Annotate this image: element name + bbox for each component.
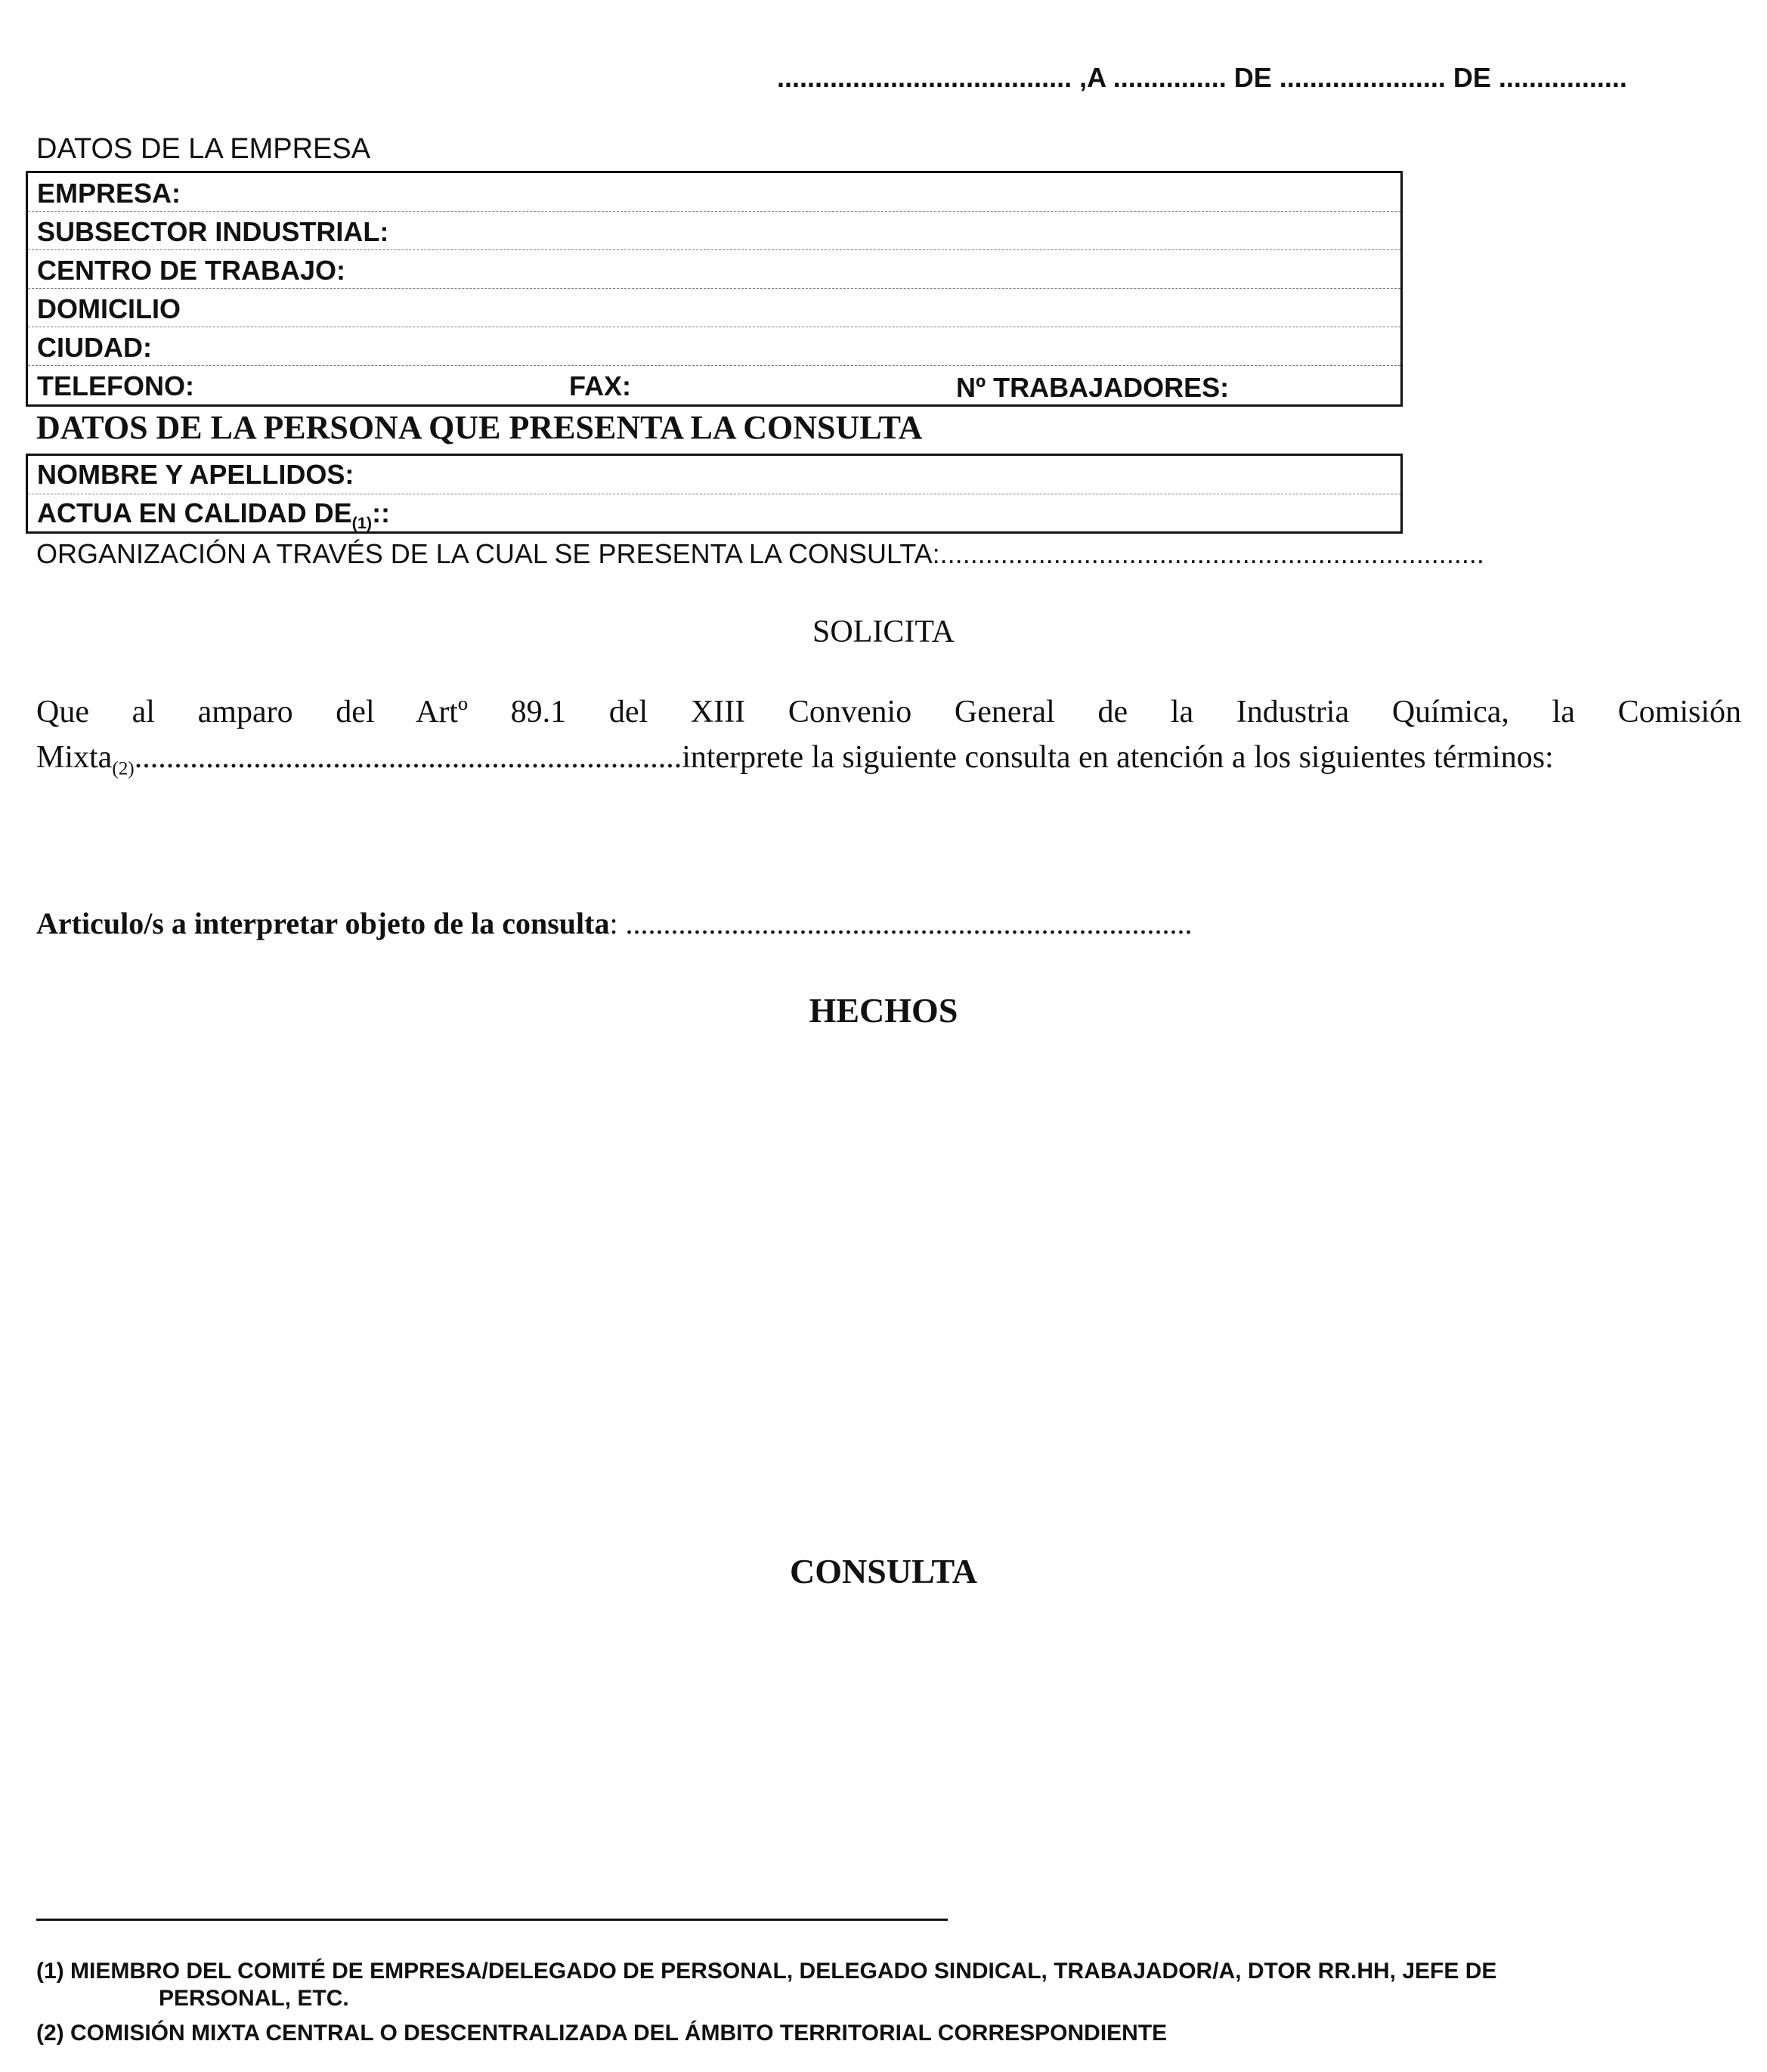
footnote-divider bbox=[36, 1919, 948, 1921]
domicilio-row[interactable] bbox=[28, 289, 1400, 327]
hechos-heading: HECHOS bbox=[809, 991, 958, 1030]
persona-section-heading: DATOS DE LA PERSONA QUE PRESENTA LA CONSULTA bbox=[36, 409, 923, 446]
empresa-data-box bbox=[26, 171, 1403, 407]
articulo-line bbox=[36, 906, 1193, 941]
centro-trabajo-row[interactable] bbox=[28, 250, 1400, 289]
solicita-heading: SOLICITA bbox=[812, 615, 955, 649]
solicita-text-2: .....................................................................interprete la siguiente consulta en atención a los siguientes términos: bbox=[134, 740, 1554, 775]
empresa-section-heading: DATOS DE LA EMPRESA bbox=[36, 133, 371, 165]
date-line: ....................................... ,A ............... DE ...................... DE ................. bbox=[777, 62, 1627, 93]
solicita-paragraph bbox=[36, 689, 1741, 791]
actua-label-colon: :: bbox=[372, 497, 391, 528]
persona-data-box bbox=[26, 454, 1403, 534]
solicita-text-1: Que al amparo del Artº 89.1 del XIII Convenio General de la Industria Química, la Comisión Mixta bbox=[36, 695, 1741, 775]
footnote-1-line-2: PERSONAL, ETC. bbox=[159, 1986, 349, 2011]
articulo-dots: : ........................................................................... bbox=[609, 906, 1193, 940]
fax-label: FAX: bbox=[569, 370, 632, 401]
footnote-ref-2: (2) bbox=[112, 758, 135, 779]
nombre-row[interactable] bbox=[28, 456, 1400, 494]
centro-trabajo-label: CENTRO DE TRABAJO: bbox=[37, 255, 346, 286]
actua-row[interactable] bbox=[28, 494, 1400, 533]
footnote-1-line-1: (1) MIEMBRO DEL COMITÉ DE EMPRESA/DELEGADO DE PERSONAL, DELEGADO SINDICAL, TRABAJADOR/A, DTOR RR.HH, JEFE DE bbox=[36, 1959, 1497, 1984]
footnote-ref-1: (1) bbox=[351, 513, 373, 533]
consulta-heading: CONSULTA bbox=[790, 1552, 977, 1590]
nombre-label: NOMBRE Y APELLIDOS: bbox=[37, 459, 354, 490]
actua-label-text: ACTUA EN CALIDAD DE bbox=[37, 497, 352, 528]
subsector-row[interactable] bbox=[28, 212, 1400, 250]
ciudad-label: CIUDAD: bbox=[37, 332, 152, 363]
footnote-1 bbox=[36, 1958, 1729, 2012]
ciudad-row[interactable] bbox=[28, 327, 1400, 366]
articulo-label: Articulo/s a interpretar objeto de la consulta bbox=[36, 906, 610, 940]
telefono-row[interactable] bbox=[28, 366, 1400, 404]
footnote-2: (2) COMISIÓN MIXTA CENTRAL O DESCENTRALIZADA DEL ÁMBITO TERRITORIAL CORRESPONDIENTE bbox=[36, 2021, 1168, 2046]
subsector-label: SUBSECTOR INDUSTRIAL: bbox=[37, 216, 389, 247]
actua-label bbox=[37, 497, 390, 533]
empresa-label: EMPRESA: bbox=[37, 178, 181, 209]
telefono-label: TELEFONO: bbox=[37, 370, 194, 401]
organizacion-line: ORGANIZACIÓN A TRAVÉS DE LA CUAL SE PRESENTA LA CONSULTA:........................................................................ bbox=[36, 538, 1484, 569]
domicilio-label: DOMICILIO bbox=[37, 293, 181, 324]
empresa-row[interactable] bbox=[28, 173, 1400, 212]
trabajadores-label: Nº TRABAJADORES: bbox=[956, 372, 1230, 403]
